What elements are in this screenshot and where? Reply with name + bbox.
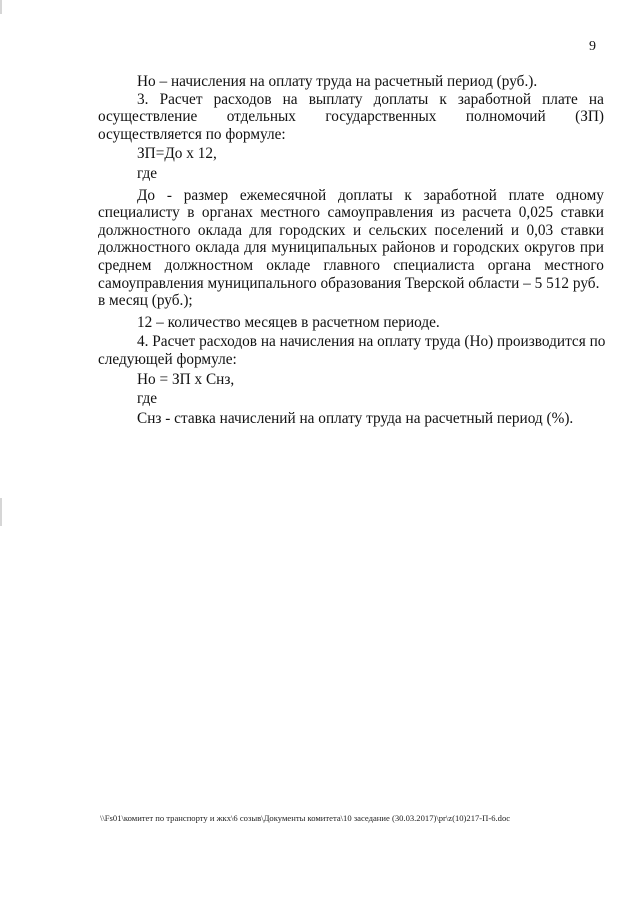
formula-no: Но = ЗП х Снз, [137, 370, 235, 388]
word: доплаты [373, 90, 429, 108]
text-line: в месяц (руб.); [98, 292, 193, 310]
page-number: 9 [589, 39, 596, 54]
word: к [404, 186, 412, 204]
word: расчета [462, 204, 512, 222]
word: местного [260, 204, 321, 222]
word: полномочий [465, 108, 546, 126]
word: и [510, 221, 520, 239]
word: расходов [213, 90, 272, 108]
word: городских [453, 239, 520, 257]
justified-line [98, 108, 604, 126]
word: округов [524, 239, 576, 257]
word: ставки [560, 221, 604, 239]
word: ежемесячной [239, 186, 327, 204]
word: размер [183, 186, 229, 204]
word: окладе [266, 256, 311, 274]
word: из [440, 204, 455, 222]
word: среднем [98, 256, 152, 274]
text-line: где [137, 390, 158, 408]
word: 3. [137, 90, 149, 108]
word: должностного [98, 239, 191, 257]
text-line: осуществляется по формуле: [98, 125, 286, 143]
text-line: где [137, 164, 158, 182]
justified-line [98, 239, 604, 257]
word: одному [556, 186, 604, 204]
word: оклада [197, 221, 242, 239]
justified-line [98, 257, 604, 275]
word: и [352, 221, 362, 239]
word: ставки [560, 204, 604, 222]
word: сельских [368, 221, 428, 239]
formula-zp: ЗП=До х 12, [137, 145, 217, 163]
file-path-footer: \\Fs01\комитет по транспорту и жкх\6 созыв\Документы комитета\10 заседание (30.03.2017)\pr\z(10)217-П-6.doc [100, 813, 511, 823]
justified-line [98, 222, 604, 240]
word: должностном [164, 256, 254, 274]
word: плате [542, 90, 578, 108]
word: заработной [423, 186, 497, 204]
word: (ЗП) [575, 108, 604, 126]
word: районов [382, 239, 436, 257]
word: органа [487, 256, 532, 274]
document-body [98, 73, 604, 427]
word: доплаты [338, 186, 393, 204]
word: органах [201, 204, 253, 222]
word: поселений [434, 221, 504, 239]
word: Расчет [159, 90, 203, 108]
text-line: Но – начисления на оплату труда на расчетный период (руб.). [137, 73, 538, 90]
word: 0,025 [518, 204, 554, 222]
word: местного [544, 256, 604, 274]
justified-line [98, 91, 604, 109]
word: специалисту [98, 204, 180, 222]
scan-edge-mark [0, 0, 2, 14]
word: при [579, 239, 604, 257]
word: в [187, 204, 195, 222]
word: осуществление [98, 108, 198, 126]
justified-line [98, 204, 604, 222]
word: на [588, 90, 604, 108]
word: специалиста [393, 256, 475, 274]
word: самоуправления [327, 204, 434, 222]
word: отдельных [226, 108, 296, 126]
word: заработной [457, 90, 532, 108]
word: к [439, 90, 447, 108]
text-line: самоуправления муниципального образования Тверской области – 5 512 руб. [98, 274, 600, 292]
scan-edge-mark [0, 498, 2, 526]
word: для [244, 239, 267, 257]
word: на [282, 90, 298, 108]
word: 0,03 [526, 221, 554, 239]
word: для [249, 221, 272, 239]
word: должностного [98, 221, 191, 239]
word: и [440, 239, 449, 257]
justified-line [98, 187, 604, 205]
text-line: следующей формуле: [98, 350, 237, 368]
text-line: 12 – количество месяцев в расчетном периоде. [137, 313, 440, 331]
word: плате [508, 186, 545, 204]
word: городских [279, 221, 346, 239]
word: выплату [308, 90, 363, 108]
word: главного [323, 256, 380, 274]
word: муниципальных [271, 239, 378, 257]
word: До [137, 186, 156, 204]
text-line: Снз - ставка начислений на оплату труда на расчетный период (%). [137, 409, 574, 427]
word: государственных [325, 108, 437, 126]
word: оклада [195, 239, 240, 257]
text-line: 4. Расчет расходов на начисления на оплату труда (Но) производится по [137, 333, 606, 351]
word: - [166, 186, 172, 204]
